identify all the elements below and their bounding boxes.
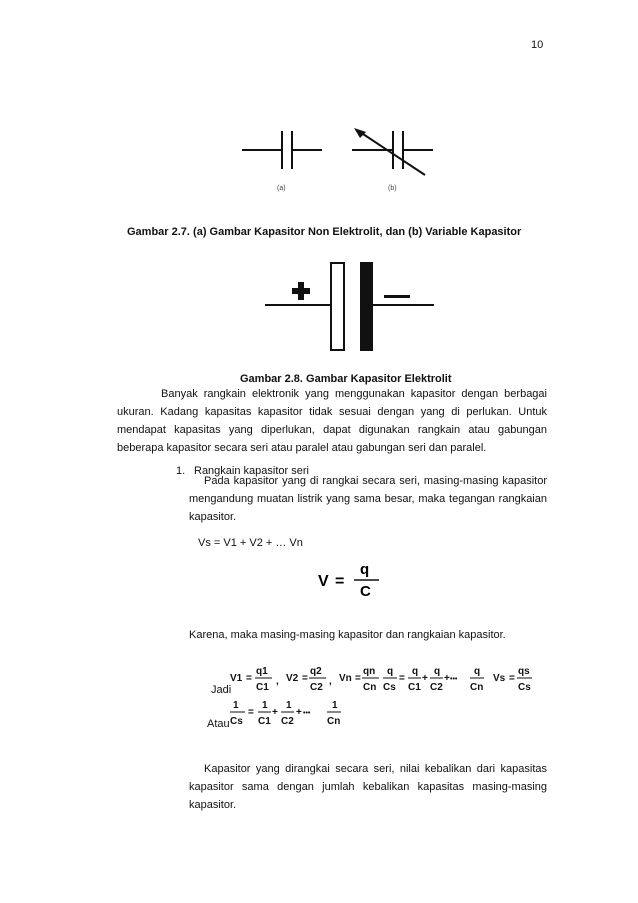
formula-v-lhs: V	[318, 573, 329, 590]
jadi-v1: V1	[230, 673, 243, 684]
closing-paragraph: Kapasitor yang dirangkai secara seri, nilai kebalikan dari kapasitas kapasitor sama dengan jumlah kebalikan kapasitas masing-masing kapasitor.	[189, 763, 547, 811]
negative-plate	[360, 262, 373, 351]
jadi-q-b: q	[412, 666, 419, 677]
svg-text:+: +	[296, 707, 302, 718]
section-1-number: 1.	[176, 465, 186, 477]
atau-one-c: 1	[286, 700, 292, 711]
section-1-title: Rangkain kapasitor seri	[194, 465, 309, 477]
jadi-c2-b: C2	[430, 682, 443, 693]
jadi-q-c: q	[434, 666, 441, 677]
jadi-vn: Vn	[339, 673, 352, 684]
variable-capacitor-symbol	[352, 131, 433, 175]
jadi-q-d: q	[474, 666, 481, 677]
jadi-cn-b: Cn	[470, 682, 484, 693]
svg-text:+: +	[444, 673, 450, 684]
figure-2-7-sublabel-b: (b)	[388, 185, 397, 192]
svg-text:=: =	[399, 673, 405, 684]
figure-2-8-caption: Gambar 2.8. Gambar Kapasitor Elektrolit	[240, 373, 452, 385]
jadi-qn: qn	[363, 666, 376, 677]
jadi-formula	[228, 664, 538, 698]
jadi-vs: Vs	[493, 673, 506, 684]
formula-v-denominator: C	[360, 583, 371, 600]
jadi-q-a: q	[387, 666, 394, 677]
atau-one-a: 1	[233, 700, 239, 711]
figure-2-7-sublabel-a: (a)	[277, 185, 286, 192]
jadi-qs: qs	[518, 666, 530, 677]
svg-text:+: +	[272, 707, 278, 718]
atau-label: Atau	[207, 718, 230, 730]
svg-text:+: +	[422, 673, 428, 684]
jadi-q1: q1	[256, 666, 268, 677]
jadi-cn: Cn	[363, 682, 377, 693]
formula-v-equals-q-over-c	[316, 558, 386, 600]
svg-text:=: =	[248, 707, 254, 718]
svg-text:=: =	[246, 673, 252, 684]
positive-plate	[331, 263, 344, 350]
atau-cs: Cs	[230, 716, 243, 727]
atau-one-b: 1	[262, 700, 268, 711]
atau-one-d: 1	[332, 700, 338, 711]
jadi-cs-b: Cs	[518, 682, 531, 693]
atau-dots: •••	[303, 710, 311, 717]
formula-vs-sum: Vs = V1 + V2 + … Vn	[198, 537, 303, 549]
figure-2-8-diagram	[260, 258, 440, 358]
atau-formula	[228, 698, 358, 732]
svg-text:=: =	[355, 673, 361, 684]
jadi-c1: C1	[256, 682, 269, 693]
jadi-c2: C2	[310, 682, 323, 693]
formula-v-numerator: q	[360, 561, 370, 578]
minus-sign-icon	[384, 295, 410, 298]
formula-v-equals: =	[335, 573, 345, 590]
svg-text:,: ,	[276, 676, 279, 687]
svg-text:=: =	[302, 673, 308, 684]
jadi-cs: Cs	[383, 682, 396, 693]
figure-2-7-diagram	[230, 120, 440, 200]
svg-text:,: ,	[329, 676, 332, 687]
svg-text:=: =	[509, 673, 515, 684]
atau-cn: Cn	[327, 716, 341, 727]
atau-c2: C2	[281, 716, 294, 727]
jadi-q2: q2	[310, 666, 322, 677]
jadi-c1-b: C1	[408, 682, 421, 693]
karena-text: Karena, maka masing-masing kapasitor dan rangkaian kapasitor.	[189, 629, 506, 641]
section-1-paragraph: Pada kapasitor yang di rangkai secara seri, masing-masing kapasitor mengandung muatan listrik yang sama besar, maka tegangan rangkaian kapasitor.	[189, 475, 547, 523]
intro-paragraph: Banyak rangkain elektronik yang menggunakan kapasitor dengan berbagai ukuran. Kadang kapasitas kapasitor tidak sesuai dengan yang di perlukan. Untuk mendapat kapasitas yang diperlukan, dapat digunakan rangkain atau gabungan beberapa kapasitor secara seri atau paralel atau gabungan seri dan paralel.	[117, 388, 547, 454]
page-number: 10	[531, 39, 544, 51]
jadi-dots: •••	[450, 676, 458, 683]
jadi-label: Jadi	[211, 684, 232, 696]
atau-c1: C1	[258, 716, 271, 727]
plus-sign-icon	[292, 282, 310, 300]
jadi-v2: V2	[286, 673, 299, 684]
figure-2-7-caption: Gambar 2.7. (a) Gambar Kapasitor Non Elektrolit, dan (b) Variable Kapasitor	[127, 226, 522, 238]
non-electrolytic-capacitor-symbol	[242, 131, 322, 169]
variable-arrow-head	[354, 128, 366, 138]
